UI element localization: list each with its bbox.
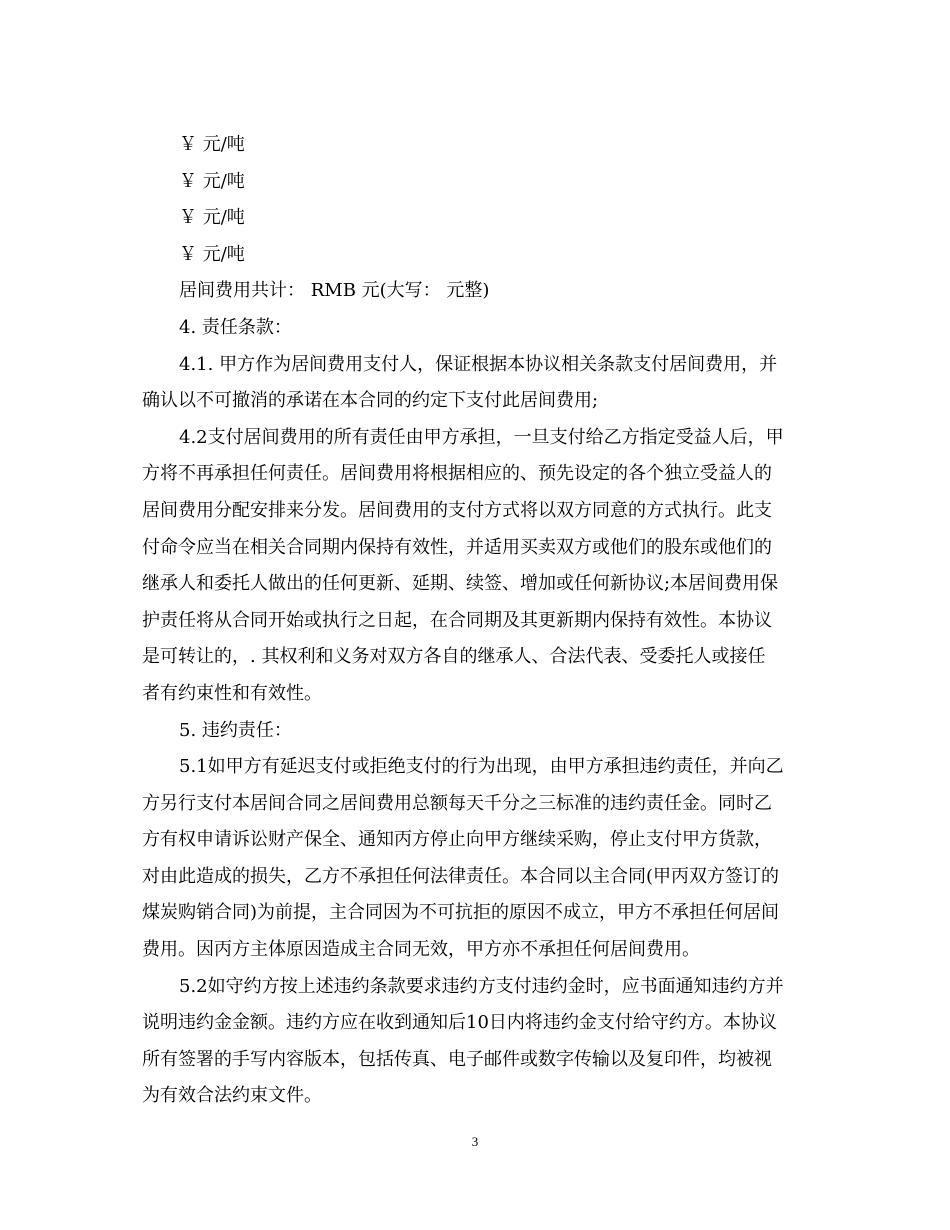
paragraph-line: 继承人和委托人做出的任何更新、延期、续签、增加或任何新协议;本居间费用保 <box>142 573 779 595</box>
total-fee-line: 居间费用共计： RMB 元(大写： 元整) <box>179 280 490 302</box>
section-5-heading: 5. 违约责任： <box>179 719 292 741</box>
paragraph-line: 者有约束性和有效性。 <box>142 682 322 704</box>
section-4-heading: 4. 责任条款： <box>179 316 292 338</box>
paragraph-line: 是可转让的，. 其权利和义务对双方各自的继承人、合法代表、受委托人或接任 <box>142 646 766 668</box>
paragraph-line: 方有权申请诉讼财产保全、通知丙方停止向甲方继续采购，停止支付甲方货款， <box>142 829 772 851</box>
paragraph-line: 付命令应当在相关合同期内保持有效性，并适用买卖双方或他们的股东或他们的 <box>142 536 772 558</box>
document-body <box>142 127 808 1115</box>
paragraph-line: 所有签署的手写内容版本，包括传真、电子邮件或数字传输以及复印件，均被视 <box>142 1048 772 1070</box>
paragraph-line: 4.2支付居间费用的所有责任由甲方承担，一旦支付给乙方指定受益人后，甲 <box>179 426 784 448</box>
price-line: ￥ 元/吨 <box>179 243 245 265</box>
paragraph-line: 居间费用分配安排来分发。居间费用的支付方式将以双方同意的方式执行。此支 <box>142 499 772 521</box>
paragraph-line: 护责任将从合同开始或执行之日起，在合同期及其更新期内保持有效性。本协议 <box>142 609 772 631</box>
clause-4-2 <box>142 420 808 713</box>
paragraph-line: 方另行支付本居间合同之居间费用总额每天千分之三标准的违约责任金。同时乙 <box>142 792 772 814</box>
price-line: ￥ 元/吨 <box>179 170 245 192</box>
clause-5-2 <box>142 969 808 1115</box>
clause-4-1 <box>142 347 808 420</box>
paragraph-line: 4.1. 甲方作为居间费用支付人，保证根据本协议相关条款支付居间费用，并 <box>179 353 778 375</box>
paragraph-line: 为有效合法约束文件。 <box>142 1085 322 1107</box>
paragraph-line: 5.1如甲方有延迟支付或拒绝支付的行为出现，由甲方承担违约责任，并向乙 <box>179 756 784 778</box>
paragraph-line: 5.2如守约方按上述违约条款要求违约方支付违约金时，应书面通知违约方并 <box>179 975 784 997</box>
paragraph-line: 说明违约金金额。违约方应在收到通知后10日内将违约金支付给守约方。本协议 <box>142 1012 777 1034</box>
paragraph-line: 确认以不可撤消的承诺在本合同的约定下支付此居间费用; <box>142 390 599 412</box>
price-line: ￥ 元/吨 <box>179 207 245 229</box>
paragraph-line: 费用。因丙方主体原因造成主合同无效，甲方亦不承担任何居间费用。 <box>142 939 700 961</box>
paragraph-line: 对由此造成的损失，乙方不承担任何法律责任。本合同以主合同(甲丙双方签订的 <box>142 865 780 887</box>
page-number: 3 <box>471 1134 479 1149</box>
paragraph-line: 煤炭购销合同)为前提，主合同因为不可抗拒的原因不成立，甲方不承担任何居间 <box>142 902 780 924</box>
price-line: ￥ 元/吨 <box>179 134 245 155</box>
paragraph-line: 方将不再承担任何责任。居间费用将根据相应的、预先设定的各个独立受益人的 <box>142 463 772 485</box>
clause-5-1 <box>142 749 808 969</box>
